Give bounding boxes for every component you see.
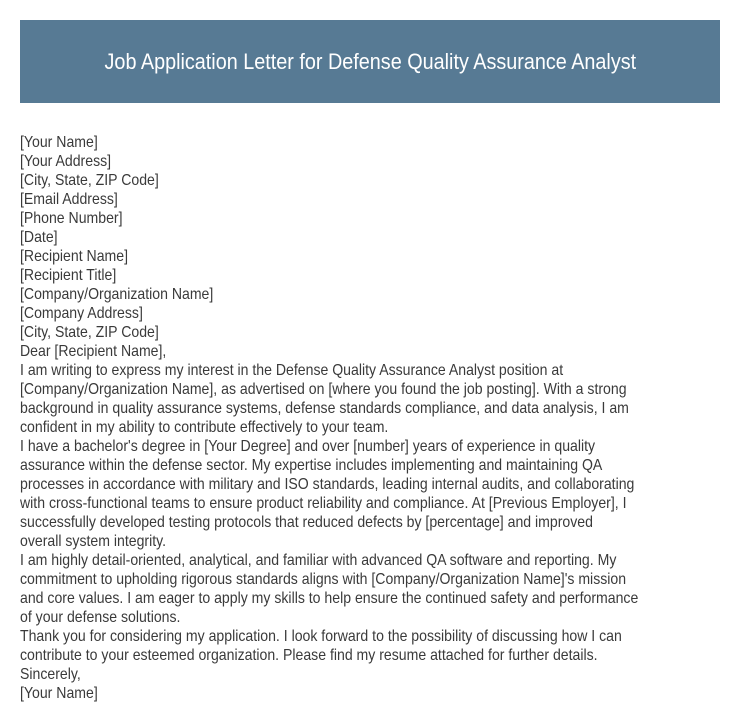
closing: Sincerely, [20, 666, 81, 683]
letter-header [20, 20, 720, 103]
paragraph-line: I am writing to express my interest in the Defense Quality Assurance Analyst position at [20, 362, 564, 379]
paragraph-line: confident in my ability to contribute effectively to your team. [20, 419, 389, 436]
salutation: Dear [Recipient Name], [20, 343, 167, 360]
sender-name: [Your Name] [20, 134, 98, 151]
paragraph-closing [20, 627, 740, 665]
paragraph-line: [Company/Organization Name], as advertised on [where you found the job posting]. With a strong [20, 381, 627, 398]
paragraph-line: commitment to upholding rigorous standards aligns with [Company/Organization Name]'s mission [20, 571, 627, 588]
paragraph-line: I have a bachelor's degree in [Your Degree] and over [number] years of experience in quality [20, 438, 596, 455]
page-title: Job Application Letter for Defense Quality Assurance Analyst [104, 48, 636, 74]
paragraph-line: successfully developed testing protocols that reduced defects by [percentage] and improved [20, 514, 593, 531]
recipient-title: [Recipient Title] [20, 267, 117, 284]
sender-email: [Email Address] [20, 191, 118, 208]
sender-address: [Your Address] [20, 153, 112, 170]
paragraph-line: overall system integrity. [20, 533, 167, 550]
sender-block [20, 133, 740, 247]
paragraph-skills [20, 551, 740, 627]
paragraph-line: background in quality assurance systems, defense standards compliance, and data analysis, I am [20, 400, 629, 417]
sender-phone: [Phone Number] [20, 210, 123, 227]
paragraph-line: of your defense solutions. [20, 609, 181, 626]
paragraph-line: I am highly detail-oriented, analytical, and familiar with advanced QA software and reporting. My [20, 552, 617, 569]
paragraph-line: assurance within the defense sector. My expertise includes implementing and maintaining QA [20, 457, 603, 474]
recipient-address: [Company Address] [20, 305, 143, 322]
paragraph-experience [20, 437, 740, 551]
recipient-name: [Recipient Name] [20, 248, 128, 265]
paragraph-line: Thank you for considering my application. I look forward to the possibility of discussing how I can [20, 628, 622, 645]
signature: [Your Name] [20, 685, 98, 702]
paragraph-line: processes in accordance with military and ISO standards, leading internal audits, and collaborating [20, 476, 635, 493]
letter-body [20, 133, 740, 703]
recipient-organization: [Company/Organization Name] [20, 286, 214, 303]
paragraph-line: contribute to your esteemed organization. Please find my resume attached for further details. [20, 647, 598, 664]
letter-date: [Date] [20, 229, 58, 246]
paragraph-line: with cross-functional teams to ensure product reliability and compliance. At [Previous Employer], I [20, 495, 627, 512]
recipient-city-state-zip: [City, State, ZIP Code] [20, 324, 159, 341]
paragraph-line: and core values. I am eager to apply my skills to help ensure the continued safety and performance [20, 590, 639, 607]
recipient-block [20, 247, 740, 342]
sender-city-state-zip: [City, State, ZIP Code] [20, 172, 159, 189]
paragraph-intro [20, 361, 740, 437]
